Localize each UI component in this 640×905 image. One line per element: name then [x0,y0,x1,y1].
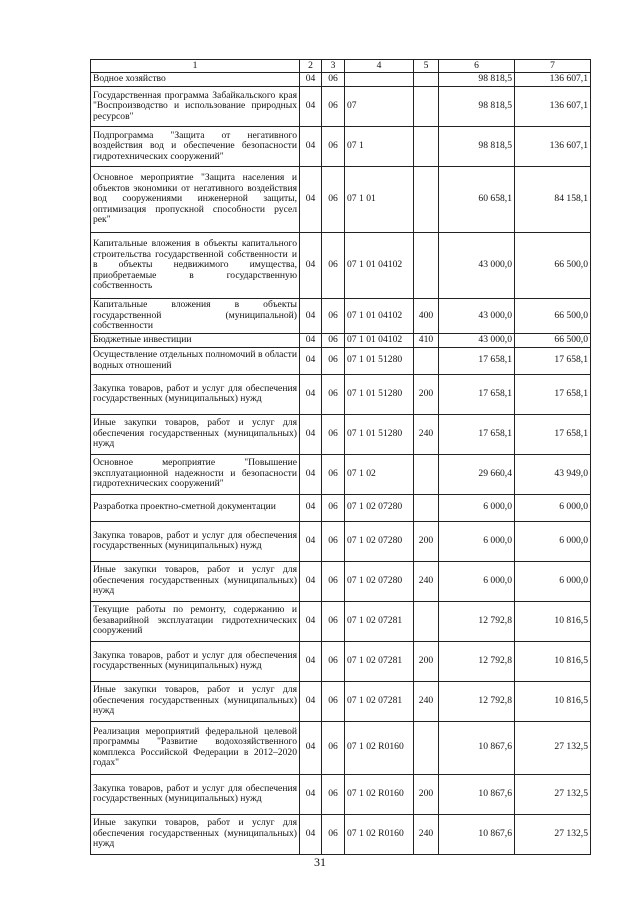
row-name-cell: Иные закупки товаров, работ и услуг для обеспечения государственных (муниципальных) нужд [91,561,300,601]
row-value-cell-c6: 10 816,5 [515,681,591,721]
row-value-cell-c4 [414,233,439,299]
row-value-cell-c5: 17 658,1 [439,374,515,414]
row-value-cell-c1: 04 [300,721,322,774]
row-value-cell-c4: 200 [414,374,439,414]
table-row [91,127,591,167]
row-value-cell-c1: 04 [300,641,322,681]
table-row [91,374,591,414]
page-number: 31 [314,855,326,869]
table-row [91,167,591,233]
row-value-cell-c6: 66 500,0 [515,233,591,299]
table-row [91,521,591,561]
row-value-cell-c2: 06 [322,721,345,774]
row-name-cell: Подпрограмма "Защита от негативного воздействия вод и обеспечение безопасности гидротехнических сооружений" [91,127,300,167]
row-value-cell-c1: 04 [300,494,322,521]
row-value-cell-c4 [414,167,439,233]
row-name-cell: Иные закупки товаров, работ и услуг для обеспечения государственных (муниципальных) нужд [91,681,300,721]
row-value-cell-c3: 07 1 01 04102 [345,233,414,299]
row-name-cell: Текущие работы по ремонту, содержанию и безаварийной эксплуатации гидротехнических сооружений [91,601,300,641]
row-value-cell-c1: 04 [300,73,322,87]
row-value-cell-c6: 136 607,1 [515,127,591,167]
row-value-cell-c5: 98 818,5 [439,87,515,127]
row-name-cell: Закупка товаров, работ и услуг для обеспечения государственных (муниципальных) нужд [91,641,300,681]
row-name-cell: Разработка проектно-сметной документации [91,494,300,521]
header-col-3: 3 [322,60,345,73]
table-row [91,561,591,601]
row-value-cell-c3: 07 1 02 07281 [345,641,414,681]
row-value-cell-c4 [414,87,439,127]
table-body [91,73,591,855]
row-value-cell-c4: 200 [414,774,439,814]
row-value-cell-c3: 07 1 [345,127,414,167]
row-value-cell-c5: 17 658,1 [439,347,515,374]
row-value-cell-c5: 10 867,6 [439,721,515,774]
row-value-cell-c5: 29 660,4 [439,454,515,494]
table-row [91,681,591,721]
row-value-cell-c4 [414,347,439,374]
row-value-cell-c3: 07 1 02 07280 [345,494,414,521]
row-value-cell-c3: 07 1 01 04102 [345,299,414,334]
row-value-cell-c3: 07 1 02 07280 [345,521,414,561]
row-value-cell-c2: 06 [322,87,345,127]
row-value-cell-c1: 04 [300,814,322,854]
header-col-5: 5 [414,60,439,73]
row-value-cell-c3: 07 1 01 51280 [345,414,414,454]
row-value-cell-c5: 43 000,0 [439,299,515,334]
row-value-cell-c4 [414,721,439,774]
row-value-cell-c6: 6 000,0 [515,521,591,561]
row-value-cell-c4: 240 [414,681,439,721]
row-value-cell-c6: 6 000,0 [515,561,591,601]
row-name-cell: Государственная программа Забайкальского края "Воспроизводство и использование природных ресурсов" [91,87,300,127]
row-value-cell-c5: 12 792,8 [439,601,515,641]
row-value-cell-c4 [414,127,439,167]
row-value-cell-c4: 240 [414,561,439,601]
header-col-7: 7 [515,60,591,73]
row-value-cell-c5: 17 658,1 [439,414,515,454]
row-value-cell-c4 [414,73,439,87]
row-value-cell-c4: 240 [414,414,439,454]
row-value-cell-c1: 04 [300,167,322,233]
header-row [91,60,591,73]
row-value-cell-c1: 04 [300,347,322,374]
row-value-cell-c1: 04 [300,601,322,641]
row-value-cell-c5: 12 792,8 [439,681,515,721]
row-value-cell-c5: 10 867,6 [439,814,515,854]
row-value-cell-c2: 06 [322,601,345,641]
row-value-cell-c6: 10 816,5 [515,641,591,681]
table-row [91,774,591,814]
row-value-cell-c3: 07 1 01 51280 [345,347,414,374]
row-value-cell-c6: 136 607,1 [515,87,591,127]
table-row [91,73,591,87]
row-value-cell-c6: 27 132,5 [515,774,591,814]
row-value-cell-c3: 07 1 02 R0160 [345,814,414,854]
row-value-cell-c4: 240 [414,814,439,854]
row-value-cell-c5: 10 867,6 [439,774,515,814]
row-value-cell-c5: 12 792,8 [439,641,515,681]
row-value-cell-c3: 07 1 02 R0160 [345,774,414,814]
header-col-4: 4 [345,60,414,73]
row-value-cell-c6: 10 816,5 [515,601,591,641]
row-value-cell-c2: 06 [322,494,345,521]
row-value-cell-c3: 07 [345,87,414,127]
row-value-cell-c3: 07 1 01 [345,167,414,233]
row-value-cell-c1: 04 [300,299,322,334]
row-value-cell-c1: 04 [300,87,322,127]
row-value-cell-c1: 04 [300,414,322,454]
row-name-cell: Закупка товаров, работ и услуг для обеспечения государственных (муниципальных) нужд [91,374,300,414]
row-value-cell-c5: 6 000,0 [439,521,515,561]
row-value-cell-c4: 200 [414,521,439,561]
row-value-cell-c6: 66 500,0 [515,333,591,347]
row-value-cell-c2: 06 [322,641,345,681]
row-value-cell-c1: 04 [300,681,322,721]
row-value-cell-c5: 6 000,0 [439,561,515,601]
row-value-cell-c6: 66 500,0 [515,299,591,334]
table-row [91,454,591,494]
header-col-2: 2 [300,60,322,73]
row-value-cell-c4 [414,601,439,641]
row-value-cell-c3: 07 1 02 07281 [345,601,414,641]
row-value-cell-c6: 17 658,1 [515,414,591,454]
row-value-cell-c2: 06 [322,681,345,721]
row-value-cell-c3: 07 1 02 07281 [345,681,414,721]
row-name-cell: Реализация мероприятий федеральной целевой программы "Развитие водохозяйственного комплекса Российской Федерации в 2012–2020 годах" [91,721,300,774]
row-value-cell-c2: 06 [322,167,345,233]
row-value-cell-c1: 04 [300,774,322,814]
table-row [91,641,591,681]
row-name-cell: Закупка товаров, работ и услуг для обеспечения государственных (муниципальных) нужд [91,521,300,561]
table-row [91,233,591,299]
row-value-cell-c2: 06 [322,814,345,854]
row-value-cell-c1: 04 [300,233,322,299]
row-value-cell-c2: 06 [322,521,345,561]
row-name-cell: Иные закупки товаров, работ и услуг для обеспечения государственных (муниципальных) нужд [91,414,300,454]
row-value-cell-c6: 84 158,1 [515,167,591,233]
row-value-cell-c2: 06 [322,333,345,347]
row-name-cell: Водное хозяйство [91,73,300,87]
row-value-cell-c5: 43 000,0 [439,333,515,347]
row-value-cell-c2: 06 [322,774,345,814]
row-value-cell-c5: 98 818,5 [439,127,515,167]
row-value-cell-c3: 07 1 02 07280 [345,561,414,601]
row-value-cell-c4: 200 [414,641,439,681]
row-value-cell-c6: 43 949,0 [515,454,591,494]
row-value-cell-c3: 07 1 01 04102 [345,333,414,347]
header-col-1: 1 [91,60,300,73]
row-value-cell-c5: 60 658,1 [439,167,515,233]
row-value-cell-c6: 27 132,5 [515,721,591,774]
row-name-cell: Иные закупки товаров, работ и услуг для обеспечения государственных (муниципальных) нужд [91,814,300,854]
row-value-cell-c2: 06 [322,561,345,601]
table-row [91,814,591,854]
row-value-cell-c1: 04 [300,561,322,601]
table-row [91,601,591,641]
row-value-cell-c3: 07 1 02 [345,454,414,494]
row-value-cell-c6: 17 658,1 [515,347,591,374]
table-row [91,721,591,774]
row-value-cell-c2: 06 [322,299,345,334]
row-value-cell-c6: 136 607,1 [515,73,591,87]
row-name-cell: Осуществление отдельных полномочий в области водных отношений [91,347,300,374]
row-value-cell-c3 [345,73,414,87]
row-value-cell-c6: 27 132,5 [515,814,591,854]
table-row [91,414,591,454]
row-name-cell: Закупка товаров, работ и услуг для обеспечения государственных (муниципальных) нужд [91,774,300,814]
row-value-cell-c6: 6 000,0 [515,494,591,521]
row-value-cell-c1: 04 [300,374,322,414]
row-value-cell-c2: 06 [322,73,345,87]
table-row [91,299,591,334]
row-name-cell: Капитальные вложения в объекты капитального строительства государственной собственности и в объекты недвижимого имущества, приобретаемые в государственную собственность [91,233,300,299]
row-value-cell-c1: 04 [300,333,322,347]
row-value-cell-c1: 04 [300,454,322,494]
row-value-cell-c4 [414,454,439,494]
row-value-cell-c2: 06 [322,127,345,167]
row-value-cell-c6: 17 658,1 [515,374,591,414]
row-value-cell-c5: 43 000,0 [439,233,515,299]
row-value-cell-c5: 6 000,0 [439,494,515,521]
row-value-cell-c2: 06 [322,374,345,414]
budget-table [90,59,591,855]
table-row [91,87,591,127]
row-value-cell-c4: 400 [414,299,439,334]
row-value-cell-c2: 06 [322,414,345,454]
row-value-cell-c4: 410 [414,333,439,347]
row-value-cell-c4 [414,494,439,521]
row-name-cell: Основное мероприятие "Защита населения и объектов экономики от негативного воздействия вод сооружениями инженерной защиты, оптимизация пропускной способности русел рек" [91,167,300,233]
table-row [91,333,591,347]
header-col-6: 6 [439,60,515,73]
row-name-cell: Бюджетные инвестиции [91,333,300,347]
row-name-cell: Капитальные вложения в объекты государственной (муниципальной) собственности [91,299,300,334]
row-value-cell-c1: 04 [300,521,322,561]
row-value-cell-c1: 04 [300,127,322,167]
row-value-cell-c2: 06 [322,347,345,374]
row-value-cell-c3: 07 1 02 R0160 [345,721,414,774]
row-value-cell-c2: 06 [322,233,345,299]
table-row [91,347,591,374]
row-name-cell: Основное мероприятие "Повышение эксплуатационной надежности и безопасности гидротехнических сооружений" [91,454,300,494]
row-value-cell-c5: 98 818,5 [439,73,515,87]
table-row [91,494,591,521]
row-value-cell-c2: 06 [322,454,345,494]
row-value-cell-c3: 07 1 01 51280 [345,374,414,414]
